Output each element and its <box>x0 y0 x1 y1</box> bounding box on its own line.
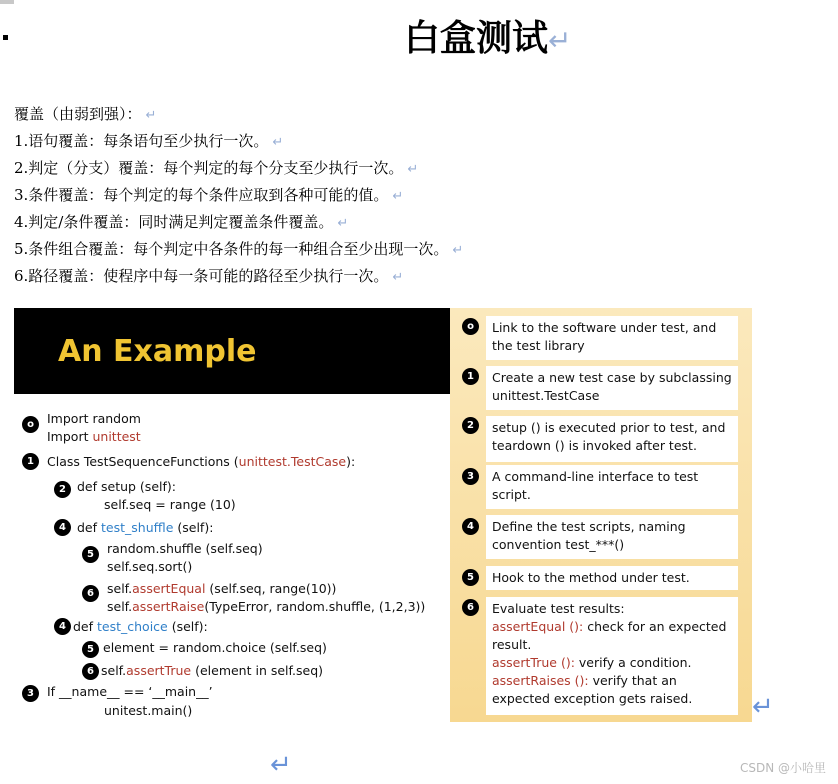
code-text: (TypeError, random.shuffle, (1,2,3)) <box>204 599 426 614</box>
note-box: Define the test scripts, naming convention test_***() <box>486 515 738 559</box>
code-line: Import random <box>47 411 141 426</box>
note-text: verify a condition. <box>574 655 692 670</box>
note-keyword: assertRaises (): <box>492 673 589 688</box>
step-marker-4: 4 <box>54 519 71 536</box>
code-line: self.seq.sort() <box>107 559 193 574</box>
note-text: check for an expected result. <box>492 619 727 652</box>
code-text: (element in self.seq) <box>191 663 324 678</box>
note-marker-1: 1 <box>462 368 479 385</box>
coverage-item <box>14 212 348 234</box>
watermark: CSDN @小哈里 <box>739 761 826 775</box>
code-line: def setup (self): <box>77 479 176 494</box>
step-marker-3: 3 <box>22 685 39 702</box>
return-icon: ↵ <box>392 270 404 285</box>
coverage-item-text: 4.判定/条件覆盖：同时满足判定覆盖条件覆盖。 <box>14 213 334 231</box>
code-text: (self): <box>167 619 208 634</box>
note-marker-4: 4 <box>462 518 479 535</box>
code-line: If __name__ == ‘__main__’ <box>47 684 213 699</box>
coverage-item <box>14 266 403 288</box>
note-keyword: assertEqual (): <box>492 619 584 634</box>
note-box <box>486 597 738 715</box>
return-icon: ↵ <box>272 135 284 150</box>
coverage-heading-text: 覆盖（由弱到强）： <box>14 105 142 123</box>
example-slide-image <box>14 308 752 722</box>
code-keyword: assertRaise <box>132 599 205 614</box>
note-keyword: assertTrue (): <box>492 655 575 670</box>
code-text: self. <box>107 581 133 596</box>
code-line <box>73 618 208 636</box>
note-box: setup () is executed prior to test, and teardown () is invoked after test. <box>486 416 738 462</box>
heading-bullet <box>3 35 8 40</box>
note-text: Evaluate test results: <box>492 601 625 616</box>
note-marker-5: 5 <box>462 569 479 586</box>
notes-panel <box>450 308 752 722</box>
code-line <box>47 428 141 446</box>
return-icon: ↵ <box>270 750 292 780</box>
return-icon: ↵ <box>548 24 572 57</box>
code-keyword: assertEqual <box>132 581 206 596</box>
step-marker-2: 2 <box>54 481 71 498</box>
code-keyword: unittest.TestCase <box>238 454 347 469</box>
code-line: unitest.main() <box>104 703 193 718</box>
code-line <box>47 453 355 471</box>
coverage-item <box>14 185 403 207</box>
coverage-item <box>14 131 283 153</box>
page-title-text: 白盒测试 <box>404 17 549 59</box>
page-title <box>404 14 571 65</box>
note-marker-3: 3 <box>462 468 479 485</box>
coverage-item-text: 6.路径覆盖：使程序中每一条可能的路径至少执行一次。 <box>14 267 389 285</box>
note-box: A command-line interface to test script. <box>486 465 738 509</box>
code-line <box>101 662 323 680</box>
coverage-item-text: 3.条件覆盖：每个判定的每个条件应取到各种可能的值。 <box>14 186 389 204</box>
code-line <box>107 580 336 598</box>
return-icon: ↵ <box>452 243 464 258</box>
coverage-heading <box>14 104 156 126</box>
slide-title: An Example <box>58 334 257 369</box>
return-icon: ↵ <box>407 162 419 177</box>
note-box: Hook to the method under test. <box>486 566 738 590</box>
code-text: def <box>73 619 97 634</box>
code-text: def <box>77 520 101 535</box>
step-marker-4: 4 <box>54 618 71 635</box>
return-icon: ↵ <box>145 108 157 123</box>
step-marker-5: 5 <box>82 546 99 563</box>
coverage-item-text: 5.条件组合覆盖：每个判定中各条件的每一种组合至少出现一次。 <box>14 240 449 258</box>
slide-header <box>14 308 450 394</box>
step-marker-6: 6 <box>82 585 99 602</box>
note-marker-6: 6 <box>462 599 479 616</box>
note-box: Create a new test case by subclassing unittest.TestCase <box>486 366 738 410</box>
code-text: (self.seq, range(10)) <box>205 581 337 596</box>
code-text: Import <box>47 429 93 444</box>
coverage-item-text: 1.语句覆盖：每条语句至少执行一次。 <box>14 132 269 150</box>
code-keyword: assertTrue <box>126 663 192 678</box>
code-text: ): <box>346 454 356 469</box>
code-keyword: test_choice <box>97 619 168 634</box>
code-text: (self): <box>173 520 214 535</box>
code-keyword: test_shuffle <box>101 520 174 535</box>
code-keyword: unittest <box>92 429 141 444</box>
code-line: random.shuffle (self.seq) <box>107 541 263 556</box>
corner-mark <box>0 0 14 4</box>
step-marker-5: 5 <box>82 641 99 658</box>
note-marker-0: o <box>462 318 479 335</box>
step-marker-1: 1 <box>22 453 39 470</box>
code-line <box>77 519 213 537</box>
step-marker-0: o <box>22 416 39 433</box>
step-marker-6: 6 <box>82 663 99 680</box>
coverage-item <box>14 239 463 261</box>
return-icon: ↵ <box>752 692 774 722</box>
code-text: self. <box>101 663 127 678</box>
code-line <box>107 598 425 616</box>
note-marker-2: 2 <box>462 417 479 434</box>
return-icon: ↵ <box>392 189 404 204</box>
coverage-item <box>14 158 418 180</box>
return-icon: ↵ <box>337 216 349 231</box>
code-line: element = random.choice (self.seq) <box>103 640 327 655</box>
code-text: Class TestSequenceFunctions ( <box>47 454 239 469</box>
code-text: self. <box>107 599 133 614</box>
coverage-item-text: 2.判定（分支）覆盖：每个判定的每个分支至少执行一次。 <box>14 159 404 177</box>
note-box: Link to the software under test, and the test library <box>486 316 738 360</box>
note-text: verify that an expected exception gets raised. <box>492 673 693 706</box>
code-line: self.seq = range (10) <box>104 497 236 512</box>
